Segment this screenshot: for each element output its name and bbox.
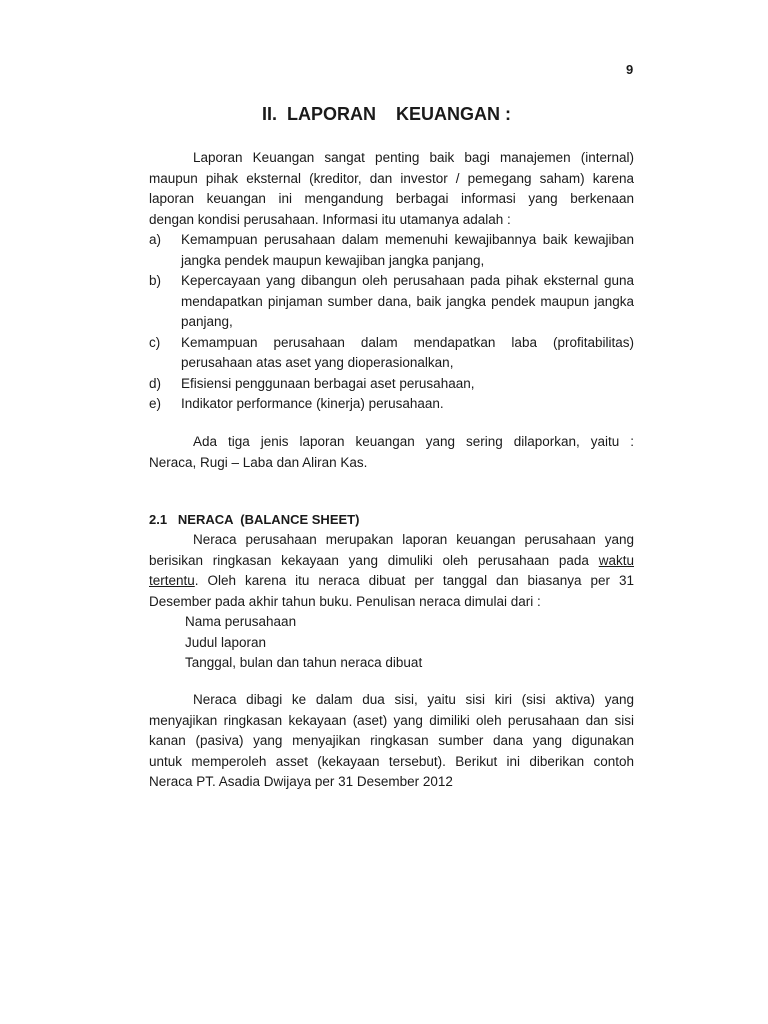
neraca-line-text: berisikan ringkasan kekayaan yang dimuliki oleh perusahaan pada [149, 552, 599, 568]
underlined-term: tertentu [149, 573, 195, 588]
page-title: II. LAPORAN KEUANGAN : [262, 104, 512, 124]
list-item [149, 230, 634, 271]
neraca-line: Neraca perusahaan merupakan laporan keuangan perusahaan yang [193, 532, 634, 547]
neraca-line-text: . Oleh karena itu neraca dibuat per tanggal dan biasanya per 31 [194, 573, 634, 588]
list-item-text: Kepercayaan yang dibangun oleh perusahaan pada pihak eksternal guna mendapatkan pinjaman sumber dana, baik jangka pendek maupun jangka panjang, [181, 273, 634, 329]
info-list [149, 230, 634, 415]
underlined-term: waktu [598, 552, 634, 568]
list-item [149, 271, 634, 333]
header-item: Judul laporan [185, 634, 267, 650]
sides-paragraph [149, 690, 634, 793]
list-item-text: Kemampuan perusahaan dalam memenuhi kewajibannya baik kewajiban jangka pendek maupun kewajiban jangka panjang, [181, 232, 634, 268]
list-marker: b) [149, 273, 162, 288]
list-item [149, 333, 634, 374]
sides-line: Neraca PT. Asadia Dwijaya per 31 Desember 2012 [149, 774, 453, 789]
neraca-line [149, 551, 634, 572]
list-marker: d) [149, 375, 162, 391]
sides-line: menyajikan ringkasan kekayaan (aset) yang dimiliki oleh perusahaan dan sisi [149, 712, 634, 728]
sides-line: kanan (pasiva) yang menyajikan ringkasan sumber dana yang digunakan [149, 733, 634, 748]
types-line: Ada tiga jenis laporan keuangan yang sering dilaporkan, yaitu : [193, 434, 634, 449]
neraca-line [149, 571, 634, 592]
page-number: 9 [626, 62, 634, 77]
list-item [149, 394, 634, 415]
intro-line: laporan keuangan ini mengandung berbagai informasi yang berkenaan [149, 191, 634, 206]
list-marker: a) [149, 232, 162, 247]
sides-line: Neraca dibagi ke dalam dua sisi, yaitu sisi kiri (sisi aktiva) yang [193, 692, 634, 707]
list-item-text: Efisiensi penggunaan berbagai aset perusahaan, [181, 375, 475, 391]
list-item-text: Kemampuan perusahaan dalam mendapatkan laba (profitabilitas) perusahaan atas aset yang dioperasionalkan, [181, 334, 634, 370]
section-heading: 2.1 NERACA (BALANCE SHEET) [149, 512, 360, 527]
list-marker: e) [149, 396, 162, 411]
list-item-text: Indikator performance (kinerja) perusahaan. [181, 396, 444, 411]
header-item: Nama perusahaan [185, 614, 297, 629]
header-items [185, 612, 422, 674]
intro-line: Laporan Keuangan sangat penting baik bagi manajemen (internal) [193, 150, 634, 165]
intro-line: dengan kondisi perusahaan. Informasi itu utamanya adalah : [149, 211, 511, 227]
list-marker: c) [149, 334, 161, 350]
types-line: Neraca, Rugi – Laba dan Aliran Kas. [149, 454, 368, 470]
neraca-paragraph [149, 530, 634, 612]
intro-line: maupun pihak eksternal (kreditor, dan investor / pemegang saham) karena [149, 170, 634, 186]
neraca-line: Desember pada akhir tahun buku. Penulisan neraca dimulai dari : [149, 593, 541, 609]
types-paragraph [149, 432, 634, 473]
header-item: Tanggal, bulan dan tahun neraca dibuat [185, 655, 423, 670]
sides-line: untuk memperoleh asset (kekayaan tersebut). Berikut ini diberikan contoh [149, 753, 634, 769]
list-item [149, 374, 634, 395]
intro-paragraph [149, 148, 634, 230]
